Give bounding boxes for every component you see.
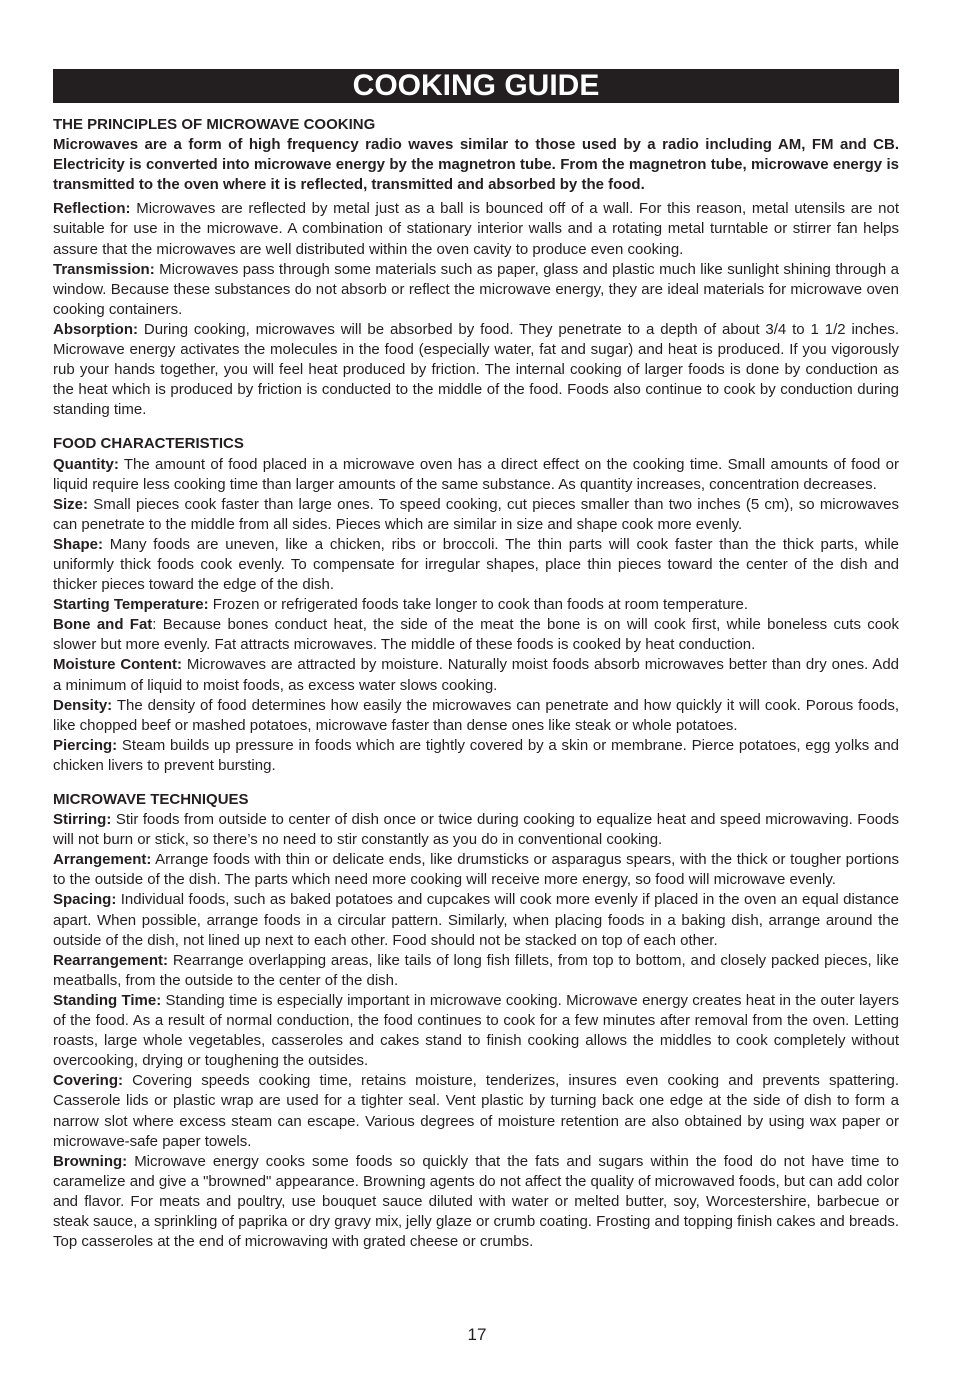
microwave-techniques-section	[53, 790, 899, 1252]
definition-paragraph	[53, 495, 899, 535]
definition-term: Arrangement:	[53, 851, 152, 869]
definition-term: Standing Time:	[53, 991, 162, 1009]
section-heading: MICROWAVE TECHNIQUES	[53, 791, 249, 808]
definition-term: Browning:	[53, 1152, 128, 1170]
definition-paragraph	[53, 850, 899, 890]
definition-text: Microwaves are reflected by metal just as a ball is bounced off of a wall. For this reason, metal utensils are not suitable for use in the microwave. A combination of stationary interior walls and a rotating metal turntable or stirrer fan helps assure that the microwaves are well distributed within the oven cavity to produce even cooking.	[53, 200, 899, 258]
definition-text: Steam builds up pressure in foods which are tightly covered by a skin or membrane. Pierce potatoes, egg yolks and chicken livers to prevent bursting.	[53, 736, 899, 774]
definition-paragraph	[53, 1071, 899, 1151]
definition-term: Rearrangement:	[53, 951, 169, 969]
definition-term: Transmission:	[53, 260, 155, 278]
definition-term: Absorption:	[53, 320, 138, 338]
section-heading: THE PRINCIPLES OF MICROWAVE COOKING	[53, 116, 376, 133]
definition-text: Stir foods from outside to center of dish once or twice during cooking to equalize heat and speed microwaving. Foods will not burn or stick, so there’s no need to stir constantly as you do in conventional cooking.	[53, 811, 899, 849]
definition-term: Piercing:	[53, 736, 118, 754]
definition-text: During cooking, microwaves will be absorbed by food. They penetrate to a depth of about 3/4 to 1 1/2 inches. Microwave energy activates the molecules in the food (especially water, fat and sugar) and heat is produced. If you vigorously rub your hands together, you will feel heat produced by friction. The internal cooking of larger foods is done by conduction as the heat which is produced by friction is conducted to the middle of the food. Foods also continue to cook by conduction during standing time.	[53, 320, 899, 419]
definition-paragraph	[53, 810, 899, 850]
definition-paragraph	[53, 736, 899, 776]
definition-text: Individual foods, such as baked potatoes and cupcakes will cook more evenly if placed in the oven an equal distance apart. When possible, arrange foods in a circular pattern. Similarly, when placing foods in a baking dish, arrange around the outside of the dish, not lined up next to each other. Food should not be stacked on top of each other.	[53, 891, 899, 949]
definition-text: Standing time is especially important in microwave cooking. Microwave energy creates heat in the outer layers of the food. As a result of normal conduction, the food continues to cook for a few minutes after removal from the oven. Letting roasts, large whole vegetables, casseroles and cakes stand to finish cooking allows the middles to cook completely without overcooking, drying or toughening the outsides.	[53, 991, 899, 1070]
principles-list	[53, 199, 899, 420]
definition-term: Starting Temperature:	[53, 596, 209, 614]
definition-text: Frozen or refrigerated foods take longer to cook than foods at room temperature.	[208, 596, 749, 614]
definition-term: Quantity:	[53, 455, 119, 473]
section-heading: FOOD CHARACTERISTICS	[53, 435, 244, 453]
definition-term: Density:	[53, 696, 113, 714]
page-title: COOKING GUIDE	[53, 69, 899, 103]
definition-paragraph	[53, 890, 899, 950]
definition-paragraph	[53, 320, 899, 420]
definition-term: Shape:	[53, 535, 104, 553]
definition-term: Moisture Content:	[53, 656, 182, 674]
definition-text: Microwave energy cooks some foods so quickly that the fats and sugars within the food do not have time to caramelize and give a "browned" appearance. Browning agents do not affect the quality of microwaved foods, but can add color and flavor. For meats and poultry, use bouquet sauce diluted with water or melted butter, soy, Worcestershire, barbecue or steak sauce, a sprinkling of paprika or dry gravy mix‚ jelly glaze or crumb coating. Frosting and topping finish cakes and breads. Top casseroles at the end of microwaving with grated cheese or crumbs.	[53, 1152, 899, 1251]
definition-paragraph	[53, 455, 899, 495]
definition-text: Many foods are uneven, like a chicken, ribs or broccoli. The thin parts will cook faster than the thick parts, while uniformly thick foods cook evenly. To compensate for irregular shapes, place thin pieces toward the center of the dish and thicker pieces toward the edge of the dish.	[53, 535, 899, 594]
definition-paragraph	[53, 991, 899, 1071]
definition-paragraph	[53, 951, 899, 991]
definition-paragraph	[53, 1152, 899, 1252]
definition-text: Covering speeds cooking time, retains moisture, tenderizes, insures even cooking and prevents spattering. Casserole lids or plastic wrap are used for a tighter seal. Vent plastic by turning back one edge at the side of dish to form a narrow slot where excess steam can escape. Various degrees of moisture retention are also obtained by using wax paper or microwave-safe paper towels.	[53, 1072, 899, 1150]
definition-term: Spacing:	[53, 891, 117, 909]
page-number: 17	[467, 1325, 487, 1344]
intro-paragraph: Microwaves are a form of high frequency radio waves similar to those used by a radio including AM, FM and CB. Electricity is converted into microwave energy by the magnetron tube. From the magnetron tube, microwave energy is transmitted to the oven where it is reflected, transmitted and absorbed by the food.	[53, 136, 899, 194]
microwave-techniques-list	[53, 810, 899, 1252]
definition-paragraph	[53, 535, 899, 595]
food-characteristics-section	[53, 434, 899, 776]
definition-text: Microwaves are attracted by moisture. Naturally moist foods absorb microwaves better than dry ones. Add a minimum of liquid to moist foods, as excess water slows cooking.	[53, 656, 899, 694]
definition-text: Small pieces cook faster than large ones. To speed cooking, cut pieces smaller than two inches (5 cm), so microwaves can penetrate to the middle from all sides. Pieces which are similar in size and shape cook more evenly.	[53, 495, 899, 533]
definition-term: Bone and Fat	[53, 616, 153, 634]
definition-text: Microwaves pass through some materials such as paper, glass and plastic much like sunlight shining through a window. Because these substances do not absorb or reflect the microwave energy, they are ideal materials for microwave oven cooking containers.	[53, 260, 899, 318]
definition-term: Size:	[53, 495, 89, 513]
definition-term: Covering:	[53, 1072, 124, 1090]
definition-text: : Because bones conduct heat, the side of the meat the bone is on will cook first, while boneless cuts cook slower but more evenly. Fat attracts microwaves. The middle of these foods is cooked by heat conduction.	[53, 616, 899, 654]
definition-text: The amount of food placed in a microwave oven has a direct effect on the cooking time. Small amounts of food or liquid require less cooking time than larger amounts of the same substance. As quantity increases, concentration decreases.	[53, 455, 899, 493]
definition-paragraph	[53, 260, 899, 320]
definition-paragraph	[53, 655, 899, 695]
definition-term: Reflection:	[53, 200, 131, 218]
definition-text: Rearrange overlapping areas, like tails of long fish fillets, from top to bottom, and closely packed pieces, like meatballs, from the outside to the center of the dish.	[53, 951, 899, 989]
definition-text: The density of food determines how easily the microwaves can penetrate and how quickly it will cook. Porous foods, like chopped beef or mashed potatoes, microwave faster than dense ones like steak or whole potatoes.	[53, 696, 899, 734]
definition-paragraph	[53, 595, 899, 615]
food-characteristics-list	[53, 455, 899, 777]
definition-paragraph	[53, 199, 899, 259]
document-page	[53, 69, 899, 1252]
definition-term: Stirring:	[53, 811, 112, 829]
definition-paragraph	[53, 696, 899, 736]
principles-section	[53, 115, 899, 420]
definition-text: Arrange foods with thin or delicate ends, like drumsticks or asparagus spears, with the thick or tougher portions to the outside of the dish. The parts which need more cooking will receive more energy, so food will microwave evenly.	[53, 851, 899, 889]
definition-paragraph	[53, 615, 899, 655]
